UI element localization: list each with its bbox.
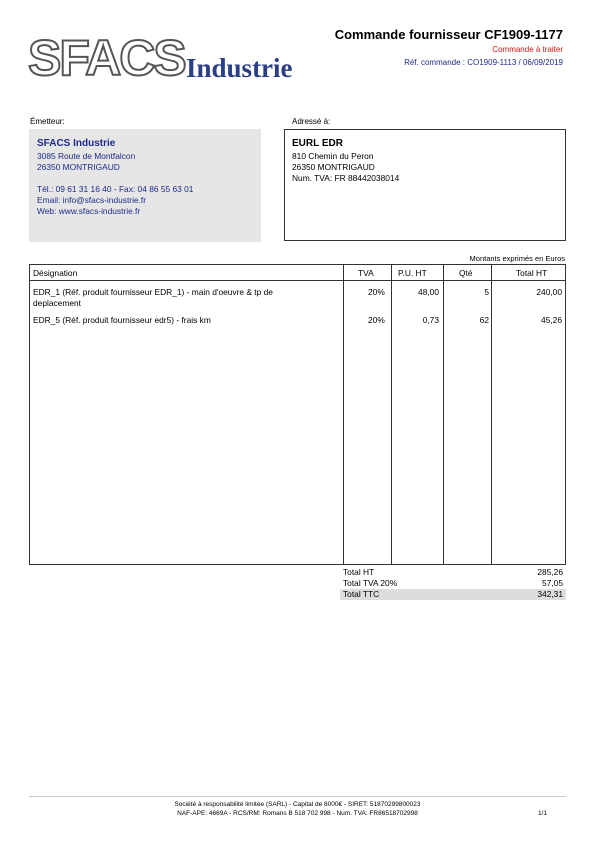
currency-note: Montants exprimés en Euros — [469, 254, 565, 263]
designation-line: EDR_1 (Réf. produit fournisseur EDR_1) - main d'oeuvre & tp de — [33, 287, 273, 297]
total-tva-label: Total TVA 20% — [343, 578, 398, 588]
header-total: Total HT — [516, 268, 548, 278]
items-table — [29, 264, 566, 565]
recipient-address-line2: 26350 MONTRIGAUD — [292, 162, 375, 172]
column-divider — [491, 265, 492, 564]
recipient-address — [292, 151, 399, 184]
document-title: Commande fournisseur CF1909-1177 — [334, 27, 563, 42]
table-row-designation: EDR_5 (Réf. produit fournisseur edr5) - frais km — [33, 315, 211, 325]
order-status: Commande à traiter — [492, 45, 563, 54]
header-unit-price: P.U. HT — [398, 268, 427, 278]
header-designation: Désignation — [33, 268, 78, 278]
column-divider — [391, 265, 392, 564]
total-ttc-label: Total TTC — [343, 589, 380, 599]
emitter-address-line2: 26350 MONTRIGAUD — [37, 162, 120, 172]
emitter-address — [37, 151, 135, 173]
total-ttc-row — [340, 589, 566, 600]
total-tva-row — [340, 578, 566, 589]
table-row-designation — [33, 287, 341, 309]
emitter-email: Email: info@sfacs-industrie.fr — [37, 195, 147, 205]
footer-divider — [29, 796, 566, 797]
table-row-tva: 20% — [368, 287, 385, 297]
page-number: 1/1 — [537, 810, 547, 817]
total-ht-value: 285,26 — [537, 567, 563, 577]
table-header — [30, 265, 565, 281]
company-logo — [28, 30, 318, 86]
total-ht-row — [340, 567, 566, 578]
emitter-label: Émetteur: — [30, 117, 65, 126]
recipient-address-line1: 810 Chemin du Peron — [292, 151, 374, 161]
footer-legal-line2: NAF-APE: 4669A - RCS/RM: Romans B 518 702 998 - Num. TVA: FR86518702998 — [177, 810, 418, 817]
recipient-vat: Num. TVA: FR 88442038014 — [292, 173, 400, 183]
table-row-tva: 20% — [368, 315, 385, 325]
emitter-web: Web: www.sfacs-industrie.fr — [37, 206, 141, 216]
column-divider — [343, 265, 344, 564]
table-row-total: 240,00 — [536, 287, 562, 297]
emitter-name: SFACS Industrie — [37, 138, 116, 149]
emitter-contact — [37, 184, 193, 217]
table-row-unit-price: 0,73 — [422, 315, 439, 325]
recipient-name: EURL EDR — [292, 138, 343, 149]
table-row-total: 45,26 — [541, 315, 562, 325]
total-ttc-value: 342,31 — [537, 589, 563, 599]
header-quantity: Qté — [459, 268, 473, 278]
logo-brand: SFACS — [28, 30, 185, 86]
table-row-quantity: 5 — [484, 287, 489, 297]
logo-suffix: Industrie — [186, 53, 293, 83]
table-row-quantity: 62 — [479, 315, 489, 325]
column-divider — [443, 265, 444, 564]
table-row-unit-price: 48,00 — [418, 287, 439, 297]
emitter-phone: Tél.: 09 61 31 16 40 - Fax: 04 86 55 63 01 — [37, 184, 194, 194]
total-tva-value: 57,05 — [542, 578, 563, 588]
emitter-address-line1: 3085 Route de Montfalcon — [37, 151, 136, 161]
recipient-label: Adressé à: — [292, 117, 331, 126]
total-ht-label: Total HT — [343, 567, 375, 577]
order-reference: Réf. commande : CO1909-1113 / 06/09/2019 — [404, 58, 563, 67]
designation-line: deplacement — [33, 298, 81, 308]
totals-block — [340, 567, 566, 600]
header-tva: TVA — [358, 268, 374, 278]
footer-legal-line1: Société à responsabilité limitée (SARL) - Capital de 8000€ - SIRET: 51870299800023 — [174, 801, 421, 808]
